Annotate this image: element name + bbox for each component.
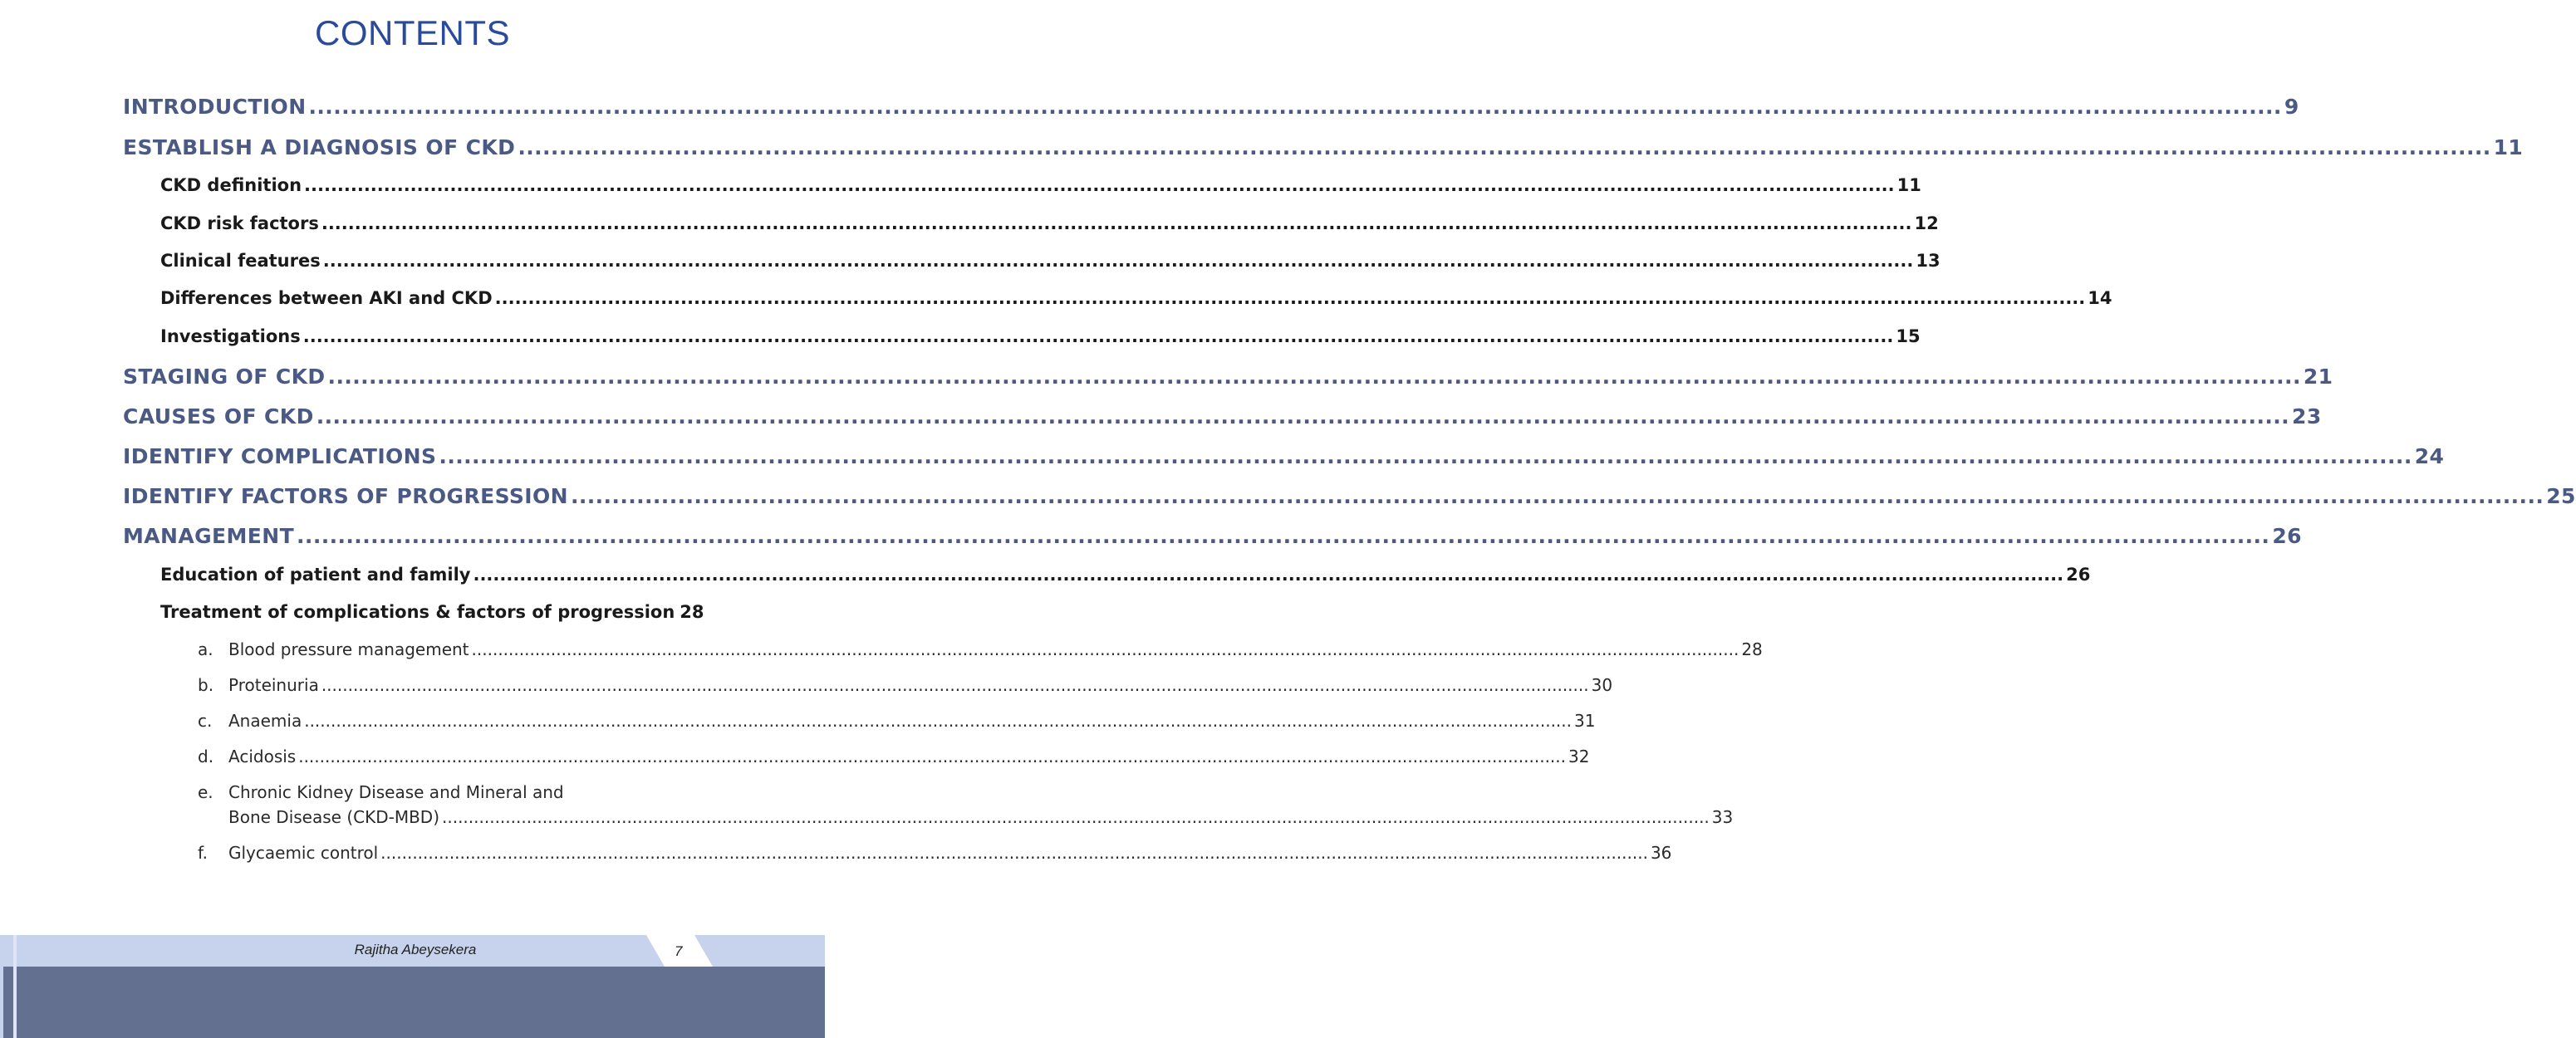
dot-leader <box>495 288 2086 308</box>
toc-entry-line2 <box>198 807 1734 827</box>
toc-entry-label: Investigations <box>160 326 301 346</box>
toc-entry-label: Clinical features <box>160 251 321 271</box>
footer-bar <box>0 967 825 1038</box>
toc-entry-glycaemic-control[interactable] <box>198 843 1672 863</box>
toc-entry-label <box>198 711 302 731</box>
toc-entry-introduction[interactable] <box>123 95 2299 119</box>
toc-entry-label: STAGING OF CKD <box>123 365 326 389</box>
toc-entry-text: Proteinuria <box>228 675 319 695</box>
toc-entry-progression-factors[interactable] <box>123 484 2576 508</box>
toc-entry-text: Glycaemic control <box>228 843 379 863</box>
toc-page-number: 28 <box>1741 639 1763 659</box>
toc-entry-establish-diagnosis[interactable] <box>123 135 2524 159</box>
dot-leader <box>316 404 2289 428</box>
toc-entry-label: Treatment of complications & factors of progression <box>160 602 675 622</box>
list-letter: f. <box>198 843 208 863</box>
toc-entry-line1 <box>198 782 698 802</box>
toc-entry-acidosis[interactable] <box>198 747 1590 766</box>
toc-entry-label: IDENTIFY FACTORS OF PROGRESSION <box>123 484 568 508</box>
list-letter: a. <box>198 639 213 659</box>
toc-entry-causes[interactable] <box>123 404 2322 428</box>
dot-leader <box>309 95 2282 119</box>
toc-entry-management[interactable] <box>123 524 2302 548</box>
dot-leader <box>473 565 2063 585</box>
toc-page-number: 26 <box>2272 524 2302 548</box>
toc-entry-label: CKD risk factors <box>160 213 319 233</box>
toc-entry-complications[interactable] <box>123 444 2445 468</box>
toc-page-number: 28 <box>680 602 704 622</box>
toc-entry-label <box>198 843 378 863</box>
page-footer <box>0 935 825 1038</box>
toc-entry-label: MANAGEMENT <box>123 524 295 548</box>
toc-entry-investigations[interactable] <box>160 326 1921 346</box>
toc-entry-anaemia[interactable] <box>198 711 1596 731</box>
footer-stripe <box>13 935 17 1038</box>
toc-page-number: 23 <box>2292 404 2322 428</box>
toc-entry-label: CKD definition <box>160 175 302 195</box>
toc-page-number: 26 <box>2066 565 2091 585</box>
toc-page-number: 14 <box>2088 288 2112 308</box>
toc-entry-label <box>198 675 319 695</box>
toc-page-number: 9 <box>2284 95 2299 119</box>
dot-leader <box>439 444 2412 468</box>
toc-entry-label: ESTABLISH A DIAGNOSIS OF CKD <box>123 135 516 159</box>
toc-page-number: 31 <box>1574 711 1596 731</box>
toc-entry-ckd-definition[interactable] <box>160 175 1921 195</box>
dot-leader <box>298 747 1566 766</box>
toc-entry-aki-vs-ckd[interactable] <box>160 288 2112 308</box>
toc-entry-treatment[interactable] <box>160 602 704 622</box>
list-letter: d. <box>198 747 214 766</box>
dot-leader <box>442 807 1710 827</box>
dot-leader <box>321 213 1912 233</box>
toc-page-number: 15 <box>1896 326 1921 346</box>
toc-page-number: 21 <box>2303 365 2333 389</box>
toc-entry-label <box>198 639 469 659</box>
toc-entry-label: IDENTIFY COMPLICATIONS <box>123 444 437 468</box>
toc-entry-text: Acidosis <box>228 747 297 766</box>
toc-entry-blood-pressure[interactable] <box>198 639 1763 659</box>
toc-page-number: 24 <box>2414 444 2445 468</box>
toc-page-number: 13 <box>1916 251 1941 271</box>
toc-entry-education[interactable] <box>160 565 2091 585</box>
dot-leader <box>297 524 2269 548</box>
toc-page-number: 36 <box>1650 843 1672 863</box>
dot-leader <box>472 639 1739 659</box>
toc-entry-text: Blood pressure management <box>228 639 469 659</box>
toc-page-number: 12 <box>1914 213 1939 233</box>
toc-page-number: 30 <box>1591 675 1613 695</box>
toc-page-number: 25 <box>2546 484 2576 508</box>
toc-page-number: 32 <box>1568 747 1590 766</box>
list-letter: c. <box>198 711 213 731</box>
toc-entry-text: Anaemia <box>228 711 302 731</box>
toc-entry-label <box>198 747 296 766</box>
footer-stripe <box>0 935 3 1038</box>
toc-entry-ckd-mbd[interactable] <box>198 782 1734 827</box>
dot-leader <box>321 675 1589 695</box>
toc-entry-label: Differences between AKI and CKD <box>160 288 493 308</box>
dot-leader <box>304 711 1572 731</box>
toc-entry-staging[interactable] <box>123 365 2333 389</box>
toc-entry-label: CAUSES OF CKD <box>123 404 314 428</box>
toc-entry-ckd-risk-factors[interactable] <box>160 213 1939 233</box>
list-letter: e. <box>198 782 213 802</box>
footer-author: Rajitha Abeysekera <box>354 942 477 957</box>
footer-page-number: 7 <box>675 943 683 959</box>
toc-entry-text-continued: Bone Disease (CKD-MBD) <box>228 807 439 827</box>
dot-leader <box>518 135 2490 159</box>
dot-leader <box>328 365 2301 389</box>
toc-page-number: 11 <box>2493 135 2524 159</box>
dot-leader <box>571 484 2544 508</box>
dot-leader <box>303 326 1894 346</box>
toc-entry-label: INTRODUCTION <box>123 95 307 119</box>
toc-entry-label: Education of patient and family <box>160 565 471 585</box>
toc-entry-clinical-features[interactable] <box>160 251 1941 271</box>
page-title: CONTENTS <box>315 13 510 52</box>
dot-leader <box>323 251 1914 271</box>
list-letter: b. <box>198 675 214 695</box>
toc-entry-text: Chronic Kidney Disease and Mineral and <box>228 782 564 802</box>
toc-page-number: 11 <box>1896 175 1921 195</box>
dot-leader <box>380 843 1648 863</box>
toc-entry-proteinuria[interactable] <box>198 675 1613 695</box>
dot-leader <box>304 175 1895 195</box>
toc-page-number: 33 <box>1711 807 1734 827</box>
